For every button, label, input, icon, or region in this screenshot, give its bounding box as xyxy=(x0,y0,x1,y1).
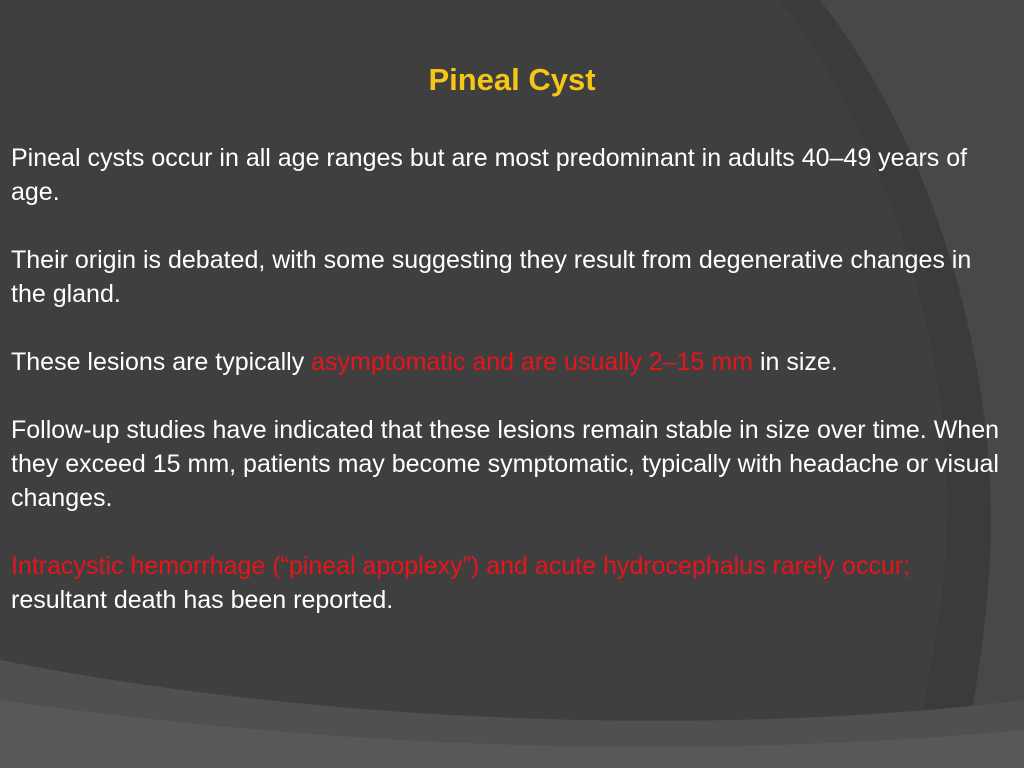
paragraph-origin: Their origin is debated, with some suggesting they result from degenerative changes in the gland. xyxy=(11,246,972,308)
hemorrhage-text-after: resultant death has been reported. xyxy=(11,586,394,614)
paragraph-lesion-size xyxy=(11,345,1001,379)
slide-body xyxy=(11,141,1001,651)
hemorrhage-highlight: Intracystic hemorrhage (“pineal apoplexy”) and acute hydrocephalus rarely occur; xyxy=(11,552,911,580)
paragraph-hemorrhage xyxy=(11,549,1001,617)
slide-title: Pineal Cyst xyxy=(428,62,596,97)
lesion-size-highlight: asymptomatic and are usually 2–15 mm xyxy=(311,348,754,376)
lesion-size-text-before: These lesions are typically xyxy=(11,348,312,376)
paragraph-age-ranges: Pineal cysts occur in all age ranges but are most predominant in adults 40–49 years of age. xyxy=(11,144,968,206)
lesion-size-text-after: in size. xyxy=(753,348,838,376)
paragraph-follow-up: Follow-up studies have indicated that these lesions remain stable in size over time. When they exceed 15 mm, patients may become symptomatic, typically with headache or visual changes. xyxy=(11,416,1000,512)
